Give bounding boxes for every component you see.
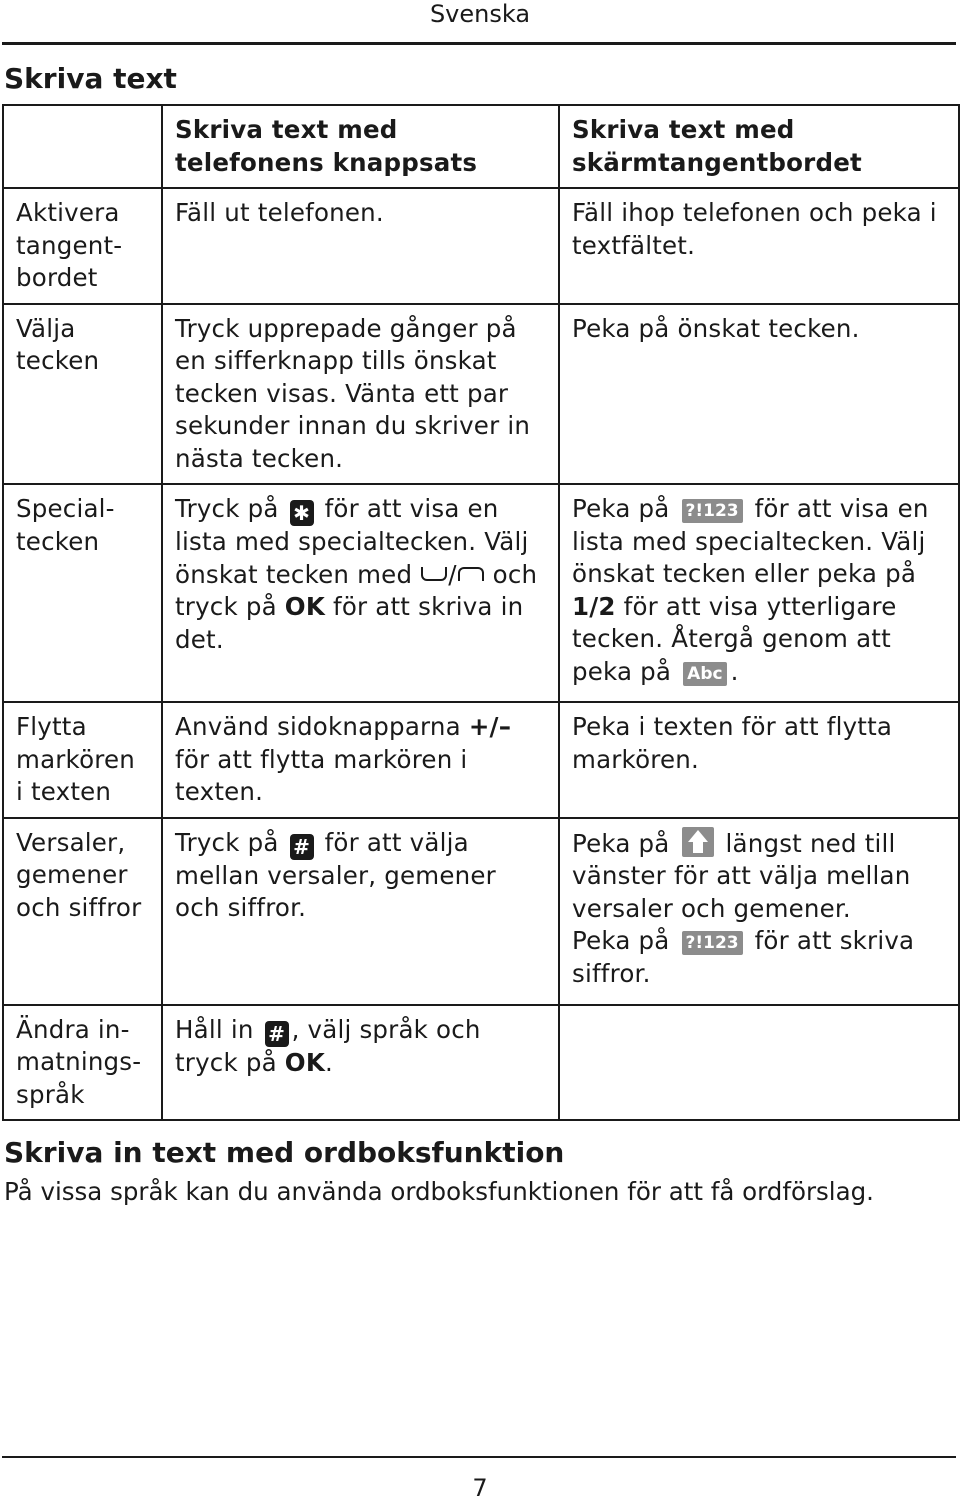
row-touch-select: Peka på önskat tecken.: [559, 304, 959, 485]
table-row-language: [3, 1005, 959, 1121]
row-label-language: Ändra in- matnings- språk: [3, 1005, 162, 1121]
text-fragment: för att visa en lista med specialtecken. Välj önskat tecken med: [175, 494, 529, 589]
plus-minus-key-text: +/–: [468, 712, 512, 741]
row-touch-cursor: Peka i texten för att flytta markören.: [559, 702, 959, 818]
star-key-icon: ✱: [290, 500, 314, 526]
text-fragment: Tryck på: [175, 827, 279, 857]
row-touch-case: [559, 818, 959, 1005]
ok-key-text: OK: [284, 592, 326, 621]
text-fragment: för att visa ytterligare tecken. Återgå genom att peka på: [572, 591, 897, 686]
text-fragment: för att visa en lista med specialtecken. Välj önskat tecken eller peka på: [572, 494, 929, 588]
text-fragment: Peka på: [572, 926, 670, 955]
row-touch-language: [559, 1005, 959, 1121]
header-touch: Skriva text med skärmtangentbordet: [559, 105, 959, 188]
page-toggle-text: 1/2: [572, 591, 616, 621]
row-touch-special: [559, 484, 959, 702]
text-fragment: .: [325, 1047, 334, 1077]
symbols-key-icon: ?!123: [682, 931, 743, 955]
right-softkey-icon: [458, 567, 484, 581]
table-header-row: [3, 105, 959, 188]
row-keypad-activate: Fäll ut telefonen.: [162, 188, 559, 304]
row-touch-activate: Fäll ihop telefonen och peka i textfältet.: [559, 188, 959, 304]
row-label-special: Special- tecken: [3, 484, 162, 702]
header-language: Svenska: [429, 0, 531, 28]
row-keypad-case: [162, 818, 559, 1005]
ok-key-text: OK: [284, 1047, 326, 1077]
table-row-case: [3, 818, 959, 1005]
slash-text: /: [448, 559, 457, 589]
hash-key-icon: #: [290, 834, 314, 860]
row-keypad-cursor: [162, 702, 559, 818]
text-fragment: Tryck på: [175, 494, 279, 523]
section2-text: På vissa språk kan du använda ordboksfunktionen för att få ordförslag.: [4, 1177, 874, 1206]
page-number: 7: [472, 1474, 488, 1502]
row-label-case: Versaler, gemener och siffror: [3, 818, 162, 1005]
text-fragment: för att välja mellan versaler, gemener och siffror.: [175, 827, 496, 922]
text-fragment: Använd sidoknapparna: [175, 712, 461, 741]
section-title: Skriva text: [4, 62, 177, 95]
row-keypad-special: [162, 484, 559, 702]
header-keypad: Skriva text med telefonens knappsats: [162, 105, 559, 188]
symbols-key-icon: ?!123: [682, 499, 743, 523]
left-softkey-icon: [421, 567, 447, 581]
row-label-cursor: Flytta markören i texten: [3, 702, 162, 818]
header-divider: [2, 42, 956, 45]
shift-arrow-icon: [682, 827, 714, 857]
row-label-activate: Aktivera tangent- bordet: [3, 188, 162, 304]
text-fragment: Håll in: [175, 1014, 254, 1044]
text-fragment: , välj språk och tryck på: [175, 1014, 481, 1077]
hash-key-icon: #: [265, 1021, 289, 1047]
row-label-select: Välja tecken: [3, 304, 162, 485]
text-fragment: längst ned till vänster för att välja mellan versaler och gemener.: [572, 828, 911, 923]
text-fragment: .: [730, 656, 739, 686]
section2-title: Skriva in text med ordboksfunktion: [4, 1136, 565, 1169]
table-row-special: [3, 484, 959, 702]
table-row-cursor: [3, 702, 959, 818]
text-fragment: för att skriva in det.: [175, 592, 524, 654]
instruction-table: [2, 104, 960, 1121]
text-fragment: för att skriva siffror.: [572, 926, 915, 988]
text-fragment: och tryck på: [175, 559, 538, 621]
text-fragment: Peka på: [572, 494, 670, 523]
text-fragment: för att flytta markören i texten.: [175, 744, 468, 806]
footer-divider: [2, 1456, 956, 1458]
row-keypad-select: Tryck upprepade gånger på en sifferknapp tills önskat tecken visas. Vänta ett par sekunder innan du skriver in nästa tecken.: [162, 304, 559, 485]
table-row-select: [3, 304, 959, 485]
text-fragment: Peka på: [572, 828, 670, 858]
abc-key-icon: Abc: [683, 662, 726, 686]
table-row-activate: [3, 188, 959, 304]
header-empty-cell: [3, 105, 162, 188]
row-keypad-language: [162, 1005, 559, 1121]
